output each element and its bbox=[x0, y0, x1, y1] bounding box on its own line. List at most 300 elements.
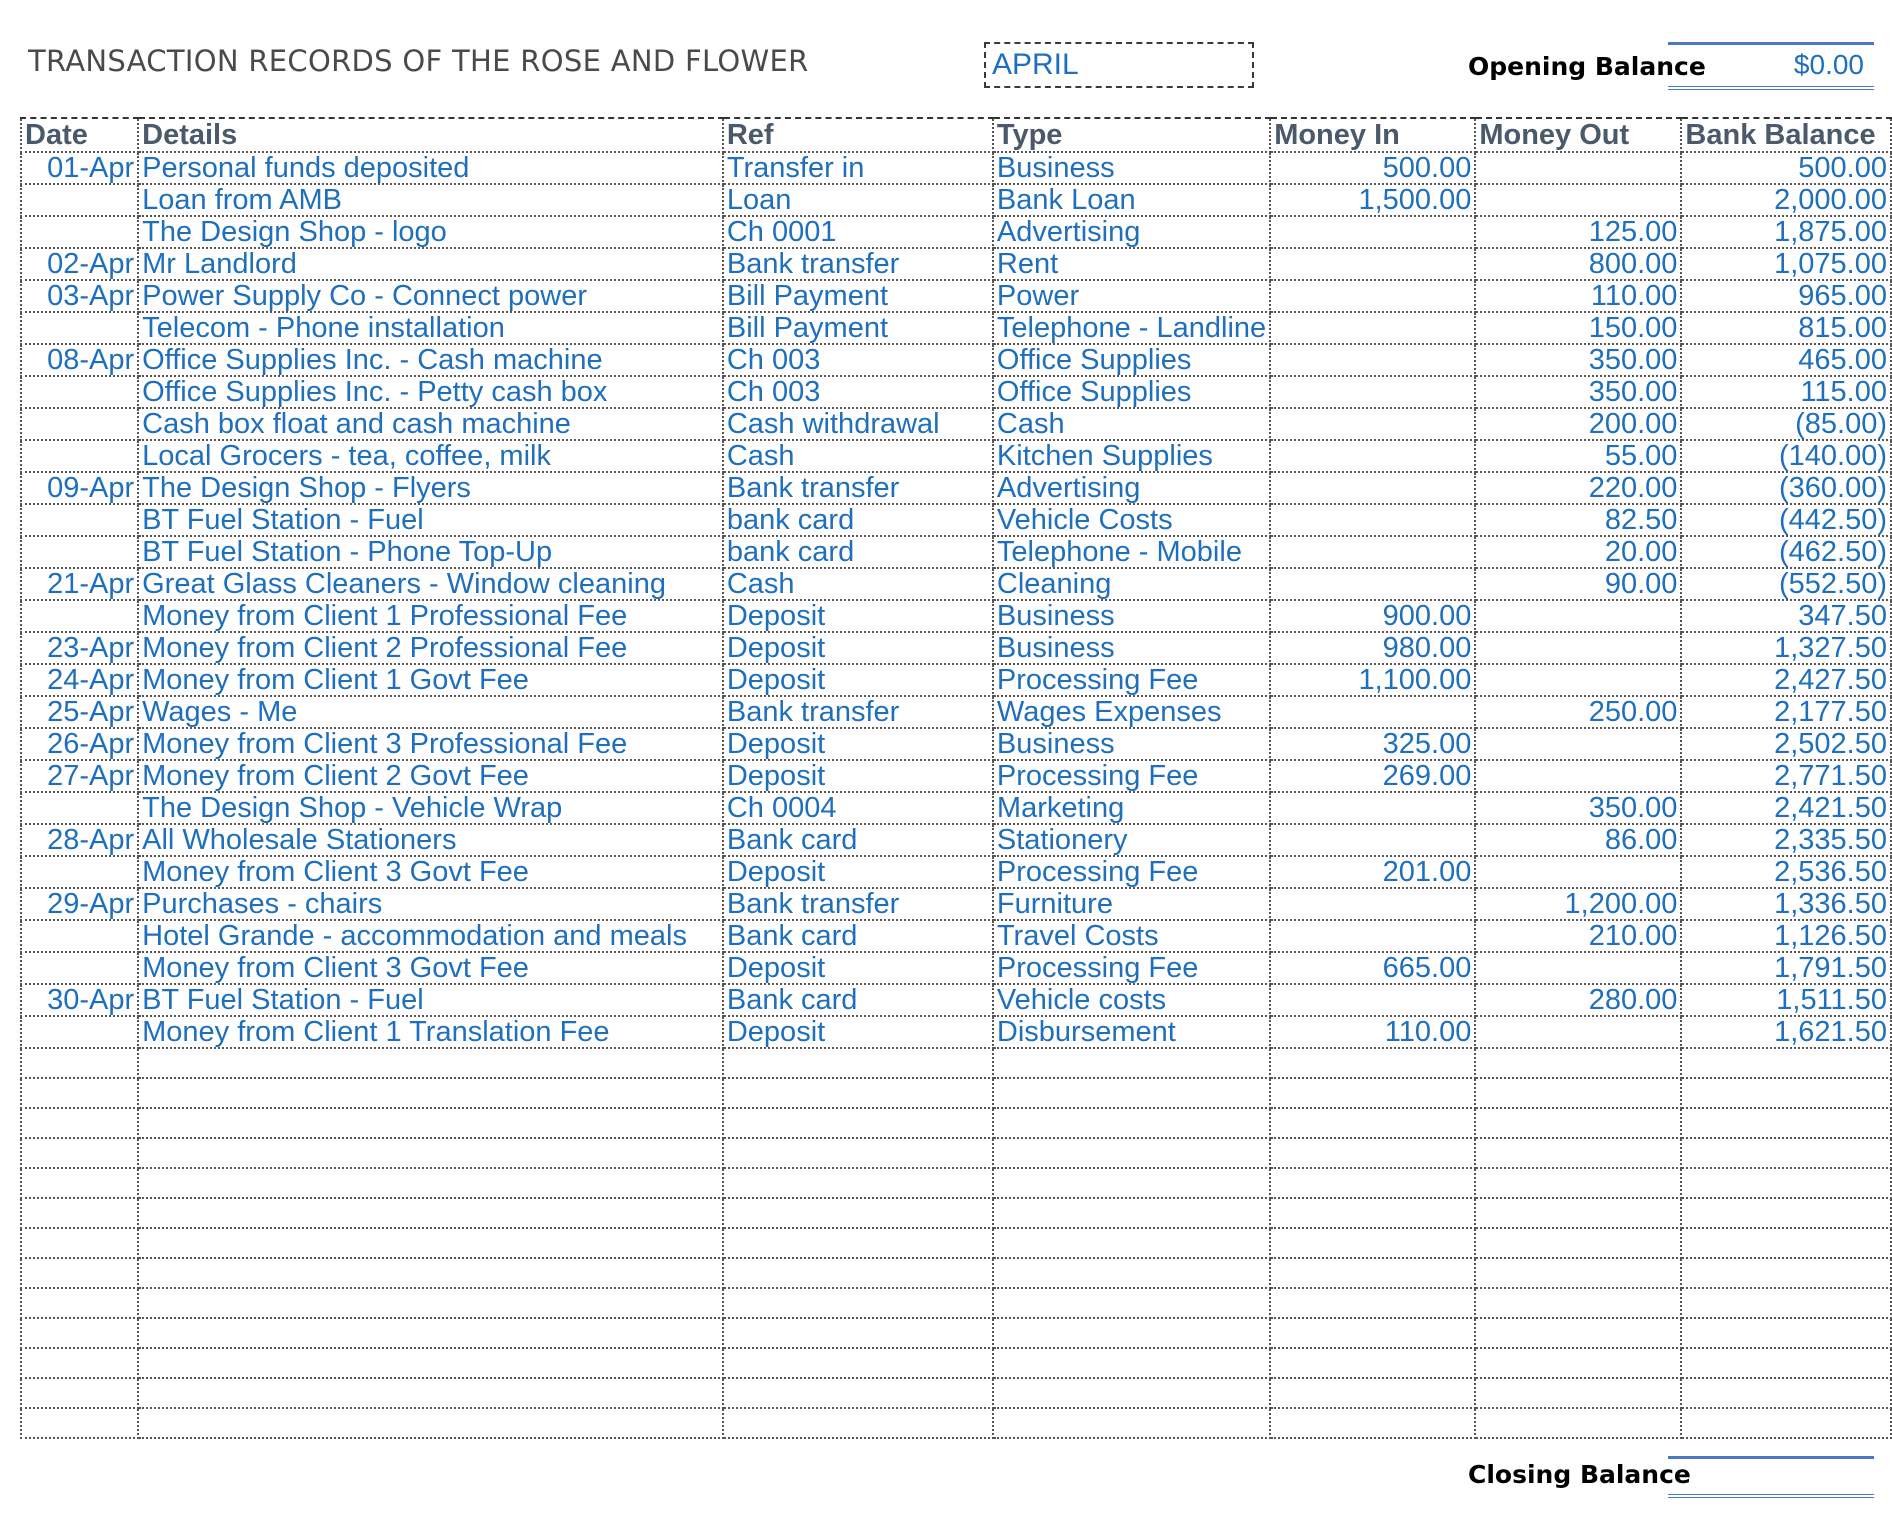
cell-money-in[interactable]: 980.00 bbox=[1270, 632, 1475, 664]
cell-date[interactable]: 29-Apr bbox=[21, 888, 138, 920]
cell-money-out[interactable] bbox=[1475, 1318, 1681, 1348]
cell-ref[interactable]: Deposit bbox=[723, 600, 993, 632]
cell-details[interactable]: BT Fuel Station - Fuel bbox=[138, 984, 723, 1016]
cell-details[interactable] bbox=[138, 1378, 723, 1408]
cell-bank-balance[interactable]: 2,000.00 bbox=[1681, 184, 1891, 216]
cell-money-out[interactable] bbox=[1475, 1048, 1681, 1078]
cell-type[interactable] bbox=[993, 1198, 1270, 1228]
cell-money-out[interactable] bbox=[1475, 1348, 1681, 1378]
cell-bank-balance[interactable] bbox=[1681, 1168, 1891, 1198]
cell-date[interactable] bbox=[21, 312, 138, 344]
cell-bank-balance[interactable]: (442.50) bbox=[1681, 504, 1891, 536]
table-row bbox=[21, 472, 1891, 504]
cell-bank-balance[interactable]: 347.50 bbox=[1681, 600, 1891, 632]
cell-ref[interactable]: Deposit bbox=[723, 728, 993, 760]
cell-bank-balance[interactable]: 1,791.50 bbox=[1681, 952, 1891, 984]
cell-details[interactable]: Office Supplies Inc. - Petty cash box bbox=[138, 376, 723, 408]
cell-details[interactable] bbox=[138, 1288, 723, 1318]
cell-money-out[interactable] bbox=[1475, 856, 1681, 888]
cell-type[interactable]: Business bbox=[993, 152, 1270, 184]
cell-bank-balance[interactable] bbox=[1681, 1108, 1891, 1138]
cell-type[interactable] bbox=[993, 1378, 1270, 1408]
cell-type[interactable]: Processing Fee bbox=[993, 952, 1270, 984]
cell-details[interactable] bbox=[138, 1198, 723, 1228]
cell-details[interactable]: Hotel Grande - accommodation and meals bbox=[138, 920, 723, 952]
cell-date[interactable] bbox=[21, 408, 138, 440]
cell-bank-balance[interactable]: 2,421.50 bbox=[1681, 792, 1891, 824]
cell-money-in[interactable]: 1,500.00 bbox=[1270, 184, 1475, 216]
cell-date[interactable] bbox=[21, 856, 138, 888]
cell-type[interactable] bbox=[993, 1078, 1270, 1108]
cell-bank-balance[interactable]: 2,335.50 bbox=[1681, 824, 1891, 856]
cell-bank-balance[interactable] bbox=[1681, 1198, 1891, 1228]
cell-details[interactable] bbox=[138, 1078, 723, 1108]
cell-date[interactable] bbox=[21, 1138, 138, 1168]
cell-type[interactable]: Office Supplies bbox=[993, 376, 1270, 408]
column-header-ref[interactable]: Ref bbox=[723, 118, 993, 152]
cell-date[interactable]: 28-Apr bbox=[21, 824, 138, 856]
cell-date[interactable]: 02-Apr bbox=[21, 248, 138, 280]
cell-bank-balance[interactable]: (552.50) bbox=[1681, 568, 1891, 600]
cell-money-out[interactable]: 220.00 bbox=[1475, 472, 1681, 504]
cell-money-out[interactable] bbox=[1475, 1078, 1681, 1108]
cell-ref[interactable]: Cash bbox=[723, 440, 993, 472]
cell-ref[interactable]: Bill Payment bbox=[723, 312, 993, 344]
cell-date[interactable] bbox=[21, 792, 138, 824]
cell-type[interactable]: Vehicle costs bbox=[993, 984, 1270, 1016]
cell-details[interactable]: Purchases - chairs bbox=[138, 888, 723, 920]
opening-balance-value[interactable]: $0.00 bbox=[1668, 42, 1874, 86]
cell-details[interactable]: BT Fuel Station - Fuel bbox=[138, 504, 723, 536]
cell-details[interactable]: Money from Client 3 Govt Fee bbox=[138, 952, 723, 984]
cell-ref[interactable] bbox=[723, 1288, 993, 1318]
cell-date[interactable] bbox=[21, 536, 138, 568]
cell-bank-balance[interactable]: 2,536.50 bbox=[1681, 856, 1891, 888]
cell-details[interactable]: The Design Shop - Vehicle Wrap bbox=[138, 792, 723, 824]
cell-details[interactable]: Money from Client 1 Translation Fee bbox=[138, 1016, 723, 1048]
cell-money-in[interactable]: 325.00 bbox=[1270, 728, 1475, 760]
cell-ref[interactable]: Bank transfer bbox=[723, 888, 993, 920]
cell-details[interactable]: Loan from AMB bbox=[138, 184, 723, 216]
cell-money-in[interactable] bbox=[1270, 984, 1475, 1016]
cell-type[interactable]: Processing Fee bbox=[993, 760, 1270, 792]
cell-money-in[interactable] bbox=[1270, 1378, 1475, 1408]
cell-type[interactable]: Business bbox=[993, 600, 1270, 632]
cell-money-in[interactable] bbox=[1270, 216, 1475, 248]
cell-details[interactable]: Power Supply Co - Connect power bbox=[138, 280, 723, 312]
cell-bank-balance[interactable]: 1,621.50 bbox=[1681, 1016, 1891, 1048]
cell-type[interactable] bbox=[993, 1138, 1270, 1168]
cell-type[interactable]: Office Supplies bbox=[993, 344, 1270, 376]
cell-bank-balance[interactable] bbox=[1681, 1138, 1891, 1168]
cell-money-out[interactable]: 280.00 bbox=[1475, 984, 1681, 1016]
cell-ref[interactable] bbox=[723, 1078, 993, 1108]
cell-money-out[interactable]: 125.00 bbox=[1475, 216, 1681, 248]
cell-money-out[interactable] bbox=[1475, 1228, 1681, 1258]
cell-ref[interactable]: Cash bbox=[723, 568, 993, 600]
cell-ref[interactable]: Deposit bbox=[723, 952, 993, 984]
cell-date[interactable]: 25-Apr bbox=[21, 696, 138, 728]
closing-balance-value[interactable] bbox=[1668, 1456, 1874, 1498]
cell-ref[interactable]: Ch 0001 bbox=[723, 216, 993, 248]
cell-money-in[interactable] bbox=[1270, 1078, 1475, 1108]
cell-money-in[interactable] bbox=[1270, 1288, 1475, 1318]
cell-details[interactable]: Telecom - Phone installation bbox=[138, 312, 723, 344]
cell-date[interactable] bbox=[21, 1078, 138, 1108]
cell-type[interactable]: Business bbox=[993, 632, 1270, 664]
cell-ref[interactable] bbox=[723, 1408, 993, 1438]
cell-money-in[interactable] bbox=[1270, 408, 1475, 440]
cell-ref[interactable]: Transfer in bbox=[723, 152, 993, 184]
cell-money-in[interactable] bbox=[1270, 376, 1475, 408]
cell-details[interactable]: Great Glass Cleaners - Window cleaning bbox=[138, 568, 723, 600]
cell-type[interactable]: Advertising bbox=[993, 216, 1270, 248]
cell-money-in[interactable] bbox=[1270, 504, 1475, 536]
cell-details[interactable]: Money from Client 2 Govt Fee bbox=[138, 760, 723, 792]
cell-type[interactable]: Furniture bbox=[993, 888, 1270, 920]
cell-money-in[interactable] bbox=[1270, 312, 1475, 344]
cell-bank-balance[interactable]: 1,075.00 bbox=[1681, 248, 1891, 280]
column-header-money-out[interactable]: Money Out bbox=[1475, 118, 1681, 152]
cell-money-in[interactable] bbox=[1270, 1258, 1475, 1288]
cell-ref[interactable]: Ch 0004 bbox=[723, 792, 993, 824]
cell-details[interactable]: All Wholesale Stationers bbox=[138, 824, 723, 856]
cell-type[interactable]: Kitchen Supplies bbox=[993, 440, 1270, 472]
cell-type[interactable] bbox=[993, 1108, 1270, 1138]
cell-money-out[interactable] bbox=[1475, 728, 1681, 760]
cell-details[interactable]: Money from Client 1 Govt Fee bbox=[138, 664, 723, 696]
cell-bank-balance[interactable] bbox=[1681, 1288, 1891, 1318]
cell-details[interactable] bbox=[138, 1168, 723, 1198]
column-header-details[interactable]: Details bbox=[138, 118, 723, 152]
cell-type[interactable] bbox=[993, 1348, 1270, 1378]
table-row bbox=[21, 1348, 1891, 1378]
cell-details[interactable]: Personal funds deposited bbox=[138, 152, 723, 184]
cell-date[interactable]: 01-Apr bbox=[21, 152, 138, 184]
cell-money-out[interactable]: 20.00 bbox=[1475, 536, 1681, 568]
cell-date[interactable] bbox=[21, 1228, 138, 1258]
cell-money-in[interactable] bbox=[1270, 344, 1475, 376]
cell-type[interactable] bbox=[993, 1228, 1270, 1258]
cell-money-out[interactable] bbox=[1475, 760, 1681, 792]
cell-date[interactable] bbox=[21, 440, 138, 472]
cell-ref[interactable]: Bill Payment bbox=[723, 280, 993, 312]
cell-type[interactable] bbox=[993, 1048, 1270, 1078]
cell-money-out[interactable] bbox=[1475, 600, 1681, 632]
cell-details[interactable] bbox=[138, 1048, 723, 1078]
cell-ref[interactable]: bank card bbox=[723, 504, 993, 536]
cell-details[interactable]: The Design Shop - Flyers bbox=[138, 472, 723, 504]
cell-type[interactable]: Vehicle Costs bbox=[993, 504, 1270, 536]
cell-money-out[interactable] bbox=[1475, 1108, 1681, 1138]
cell-bank-balance[interactable]: 965.00 bbox=[1681, 280, 1891, 312]
cell-date[interactable] bbox=[21, 1408, 138, 1438]
cell-date[interactable] bbox=[21, 1198, 138, 1228]
cell-details[interactable]: Money from Client 3 Professional Fee bbox=[138, 728, 723, 760]
cell-money-in[interactable]: 110.00 bbox=[1270, 1016, 1475, 1048]
cell-date[interactable]: 03-Apr bbox=[21, 280, 138, 312]
cell-ref[interactable] bbox=[723, 1318, 993, 1348]
cell-money-in[interactable] bbox=[1270, 1108, 1475, 1138]
cell-money-in[interactable]: 1,100.00 bbox=[1270, 664, 1475, 696]
column-header-type[interactable]: Type bbox=[993, 118, 1270, 152]
cell-details[interactable] bbox=[138, 1108, 723, 1138]
cell-bank-balance[interactable]: 1,327.50 bbox=[1681, 632, 1891, 664]
cell-type[interactable]: Travel Costs bbox=[993, 920, 1270, 952]
cell-ref[interactable]: Bank transfer bbox=[723, 248, 993, 280]
cell-details[interactable]: Cash box float and cash machine bbox=[138, 408, 723, 440]
cell-bank-balance[interactable]: 1,875.00 bbox=[1681, 216, 1891, 248]
cell-details[interactable]: Local Grocers - tea, coffee, milk bbox=[138, 440, 723, 472]
cell-type[interactable]: Wages Expenses bbox=[993, 696, 1270, 728]
cell-money-out[interactable]: 200.00 bbox=[1475, 408, 1681, 440]
cell-ref[interactable]: Cash withdrawal bbox=[723, 408, 993, 440]
cell-date[interactable] bbox=[21, 1108, 138, 1138]
cell-ref[interactable] bbox=[723, 1378, 993, 1408]
cell-type[interactable] bbox=[993, 1288, 1270, 1318]
cell-type[interactable]: Telephone - Landline bbox=[993, 312, 1270, 344]
cell-ref[interactable] bbox=[723, 1168, 993, 1198]
cell-bank-balance[interactable] bbox=[1681, 1258, 1891, 1288]
cell-bank-balance[interactable]: 500.00 bbox=[1681, 152, 1891, 184]
cell-ref[interactable]: Bank card bbox=[723, 824, 993, 856]
cell-money-out[interactable] bbox=[1475, 1016, 1681, 1048]
cell-type[interactable]: Bank Loan bbox=[993, 184, 1270, 216]
cell-type[interactable]: Telephone - Mobile bbox=[993, 536, 1270, 568]
cell-bank-balance[interactable] bbox=[1681, 1048, 1891, 1078]
cell-money-out[interactable]: 86.00 bbox=[1475, 824, 1681, 856]
cell-bank-balance[interactable]: (85.00) bbox=[1681, 408, 1891, 440]
cell-ref[interactable]: Deposit bbox=[723, 632, 993, 664]
cell-money-out[interactable]: 55.00 bbox=[1475, 440, 1681, 472]
cell-type[interactable]: Processing Fee bbox=[993, 856, 1270, 888]
cell-money-in[interactable]: 201.00 bbox=[1270, 856, 1475, 888]
cell-bank-balance[interactable]: 815.00 bbox=[1681, 312, 1891, 344]
cell-details[interactable] bbox=[138, 1138, 723, 1168]
cell-date[interactable]: 09-Apr bbox=[21, 472, 138, 504]
cell-details[interactable] bbox=[138, 1318, 723, 1348]
cell-ref[interactable] bbox=[723, 1258, 993, 1288]
cell-ref[interactable]: Deposit bbox=[723, 856, 993, 888]
cell-type[interactable]: Rent bbox=[993, 248, 1270, 280]
cell-type[interactable]: Processing Fee bbox=[993, 664, 1270, 696]
cell-money-in[interactable]: 900.00 bbox=[1270, 600, 1475, 632]
cell-type[interactable]: Cleaning bbox=[993, 568, 1270, 600]
cell-money-in[interactable] bbox=[1270, 1408, 1475, 1438]
cell-date[interactable]: 23-Apr bbox=[21, 632, 138, 664]
cell-ref[interactable]: Deposit bbox=[723, 760, 993, 792]
cell-money-in[interactable]: 500.00 bbox=[1270, 152, 1475, 184]
cell-date[interactable] bbox=[21, 1318, 138, 1348]
column-header-money-in[interactable]: Money In bbox=[1270, 118, 1475, 152]
cell-money-out[interactable] bbox=[1475, 1168, 1681, 1198]
column-header-bank-balance[interactable]: Bank Balance bbox=[1681, 118, 1891, 152]
cell-ref[interactable]: Ch 003 bbox=[723, 376, 993, 408]
cell-ref[interactable]: bank card bbox=[723, 536, 993, 568]
cell-type[interactable]: Advertising bbox=[993, 472, 1270, 504]
cell-money-in[interactable] bbox=[1270, 792, 1475, 824]
cell-ref[interactable] bbox=[723, 1198, 993, 1228]
cell-money-out[interactable]: 210.00 bbox=[1475, 920, 1681, 952]
cell-details[interactable]: Money from Client 1 Professional Fee bbox=[138, 600, 723, 632]
cell-details[interactable]: Money from Client 2 Professional Fee bbox=[138, 632, 723, 664]
cell-date[interactable]: 27-Apr bbox=[21, 760, 138, 792]
cell-money-out[interactable]: 150.00 bbox=[1475, 312, 1681, 344]
cell-date[interactable] bbox=[21, 376, 138, 408]
cell-money-out[interactable]: 350.00 bbox=[1475, 792, 1681, 824]
cell-date[interactable] bbox=[21, 1258, 138, 1288]
cell-money-in[interactable]: 269.00 bbox=[1270, 760, 1475, 792]
cell-date[interactable] bbox=[21, 600, 138, 632]
cell-bank-balance[interactable]: 465.00 bbox=[1681, 344, 1891, 376]
cell-money-out[interactable]: 90.00 bbox=[1475, 568, 1681, 600]
cell-ref[interactable]: Bank card bbox=[723, 984, 993, 1016]
cell-date[interactable] bbox=[21, 184, 138, 216]
cell-ref[interactable]: Deposit bbox=[723, 664, 993, 696]
cell-money-in[interactable] bbox=[1270, 920, 1475, 952]
cell-type[interactable]: Marketing bbox=[993, 792, 1270, 824]
cell-money-in[interactable] bbox=[1270, 1048, 1475, 1078]
cell-ref[interactable]: Deposit bbox=[723, 1016, 993, 1048]
cell-money-in[interactable] bbox=[1270, 472, 1475, 504]
cell-bank-balance[interactable] bbox=[1681, 1228, 1891, 1258]
cell-bank-balance[interactable] bbox=[1681, 1078, 1891, 1108]
column-header-date[interactable]: Date bbox=[21, 118, 138, 152]
cell-money-out[interactable] bbox=[1475, 664, 1681, 696]
cell-money-out[interactable] bbox=[1475, 1288, 1681, 1318]
cell-details[interactable] bbox=[138, 1348, 723, 1378]
cell-date[interactable] bbox=[21, 1348, 138, 1378]
cell-money-out[interactable] bbox=[1475, 1408, 1681, 1438]
cell-money-out[interactable]: 82.50 bbox=[1475, 504, 1681, 536]
cell-details[interactable]: BT Fuel Station - Phone Top-Up bbox=[138, 536, 723, 568]
cell-date[interactable] bbox=[21, 1378, 138, 1408]
cell-bank-balance[interactable]: (360.00) bbox=[1681, 472, 1891, 504]
cell-bank-balance[interactable]: 2,177.50 bbox=[1681, 696, 1891, 728]
table-row bbox=[21, 184, 1891, 216]
cell-date[interactable] bbox=[21, 504, 138, 536]
cell-type[interactable]: Power bbox=[993, 280, 1270, 312]
cell-ref[interactable] bbox=[723, 1048, 993, 1078]
cell-details[interactable]: The Design Shop - logo bbox=[138, 216, 723, 248]
cell-ref[interactable]: Bank card bbox=[723, 920, 993, 952]
cell-bank-balance[interactable]: 1,511.50 bbox=[1681, 984, 1891, 1016]
cell-money-out[interactable]: 800.00 bbox=[1475, 248, 1681, 280]
cell-money-in[interactable] bbox=[1270, 280, 1475, 312]
cell-money-in[interactable] bbox=[1270, 440, 1475, 472]
cell-money-out[interactable]: 350.00 bbox=[1475, 376, 1681, 408]
cell-bank-balance[interactable]: 1,336.50 bbox=[1681, 888, 1891, 920]
cell-details[interactable] bbox=[138, 1258, 723, 1288]
cell-ref[interactable] bbox=[723, 1108, 993, 1138]
cell-ref[interactable]: Loan bbox=[723, 184, 993, 216]
cell-bank-balance[interactable]: 2,502.50 bbox=[1681, 728, 1891, 760]
cell-type[interactable] bbox=[993, 1258, 1270, 1288]
cell-type[interactable] bbox=[993, 1168, 1270, 1198]
cell-date[interactable]: 26-Apr bbox=[21, 728, 138, 760]
cell-ref[interactable] bbox=[723, 1228, 993, 1258]
cell-bank-balance[interactable] bbox=[1681, 1408, 1891, 1438]
cell-money-in[interactable] bbox=[1270, 1198, 1475, 1228]
cell-details[interactable]: Mr Landlord bbox=[138, 248, 723, 280]
cell-money-in[interactable] bbox=[1270, 1168, 1475, 1198]
cell-money-in[interactable] bbox=[1270, 1138, 1475, 1168]
cell-date[interactable] bbox=[21, 920, 138, 952]
cell-money-out[interactable] bbox=[1475, 632, 1681, 664]
cell-money-out[interactable]: 110.00 bbox=[1475, 280, 1681, 312]
cell-money-in[interactable] bbox=[1270, 696, 1475, 728]
cell-date[interactable] bbox=[21, 1016, 138, 1048]
cell-bank-balance[interactable]: (140.00) bbox=[1681, 440, 1891, 472]
cell-ref[interactable]: Bank transfer bbox=[723, 696, 993, 728]
cell-money-in[interactable] bbox=[1270, 1348, 1475, 1378]
cell-money-out[interactable] bbox=[1475, 152, 1681, 184]
cell-type[interactable]: Cash bbox=[993, 408, 1270, 440]
cell-type[interactable]: Disbursement bbox=[993, 1016, 1270, 1048]
cell-details[interactable]: Wages - Me bbox=[138, 696, 723, 728]
cell-date[interactable] bbox=[21, 1288, 138, 1318]
month-cell[interactable]: APRIL bbox=[984, 42, 1254, 88]
cell-date[interactable] bbox=[21, 1048, 138, 1078]
cell-money-out[interactable]: 250.00 bbox=[1475, 696, 1681, 728]
cell-money-in[interactable] bbox=[1270, 888, 1475, 920]
cell-bank-balance[interactable]: 115.00 bbox=[1681, 376, 1891, 408]
cell-money-in[interactable] bbox=[1270, 248, 1475, 280]
cell-date[interactable] bbox=[21, 216, 138, 248]
cell-money-out[interactable] bbox=[1475, 1258, 1681, 1288]
cell-ref[interactable]: Ch 003 bbox=[723, 344, 993, 376]
cell-money-out[interactable] bbox=[1475, 1378, 1681, 1408]
cell-date[interactable]: 30-Apr bbox=[21, 984, 138, 1016]
cell-money-in[interactable] bbox=[1270, 536, 1475, 568]
cell-details[interactable]: Money from Client 3 Govt Fee bbox=[138, 856, 723, 888]
cell-date[interactable]: 21-Apr bbox=[21, 568, 138, 600]
cell-bank-balance[interactable]: (462.50) bbox=[1681, 536, 1891, 568]
cell-money-in[interactable] bbox=[1270, 1318, 1475, 1348]
cell-bank-balance[interactable]: 2,771.50 bbox=[1681, 760, 1891, 792]
cell-money-out[interactable] bbox=[1475, 184, 1681, 216]
cell-money-out[interactable] bbox=[1475, 952, 1681, 984]
cell-details[interactable] bbox=[138, 1408, 723, 1438]
cell-bank-balance[interactable] bbox=[1681, 1348, 1891, 1378]
cell-ref[interactable] bbox=[723, 1138, 993, 1168]
cell-bank-balance[interactable]: 2,427.50 bbox=[1681, 664, 1891, 696]
cell-money-out[interactable]: 1,200.00 bbox=[1475, 888, 1681, 920]
cell-money-in[interactable] bbox=[1270, 1228, 1475, 1258]
cell-date[interactable]: 08-Apr bbox=[21, 344, 138, 376]
cell-ref[interactable]: Bank transfer bbox=[723, 472, 993, 504]
cell-date[interactable] bbox=[21, 1168, 138, 1198]
cell-type[interactable]: Stationery bbox=[993, 824, 1270, 856]
cell-money-in[interactable] bbox=[1270, 568, 1475, 600]
cell-details[interactable] bbox=[138, 1228, 723, 1258]
cell-money-in[interactable]: 665.00 bbox=[1270, 952, 1475, 984]
cell-bank-balance[interactable] bbox=[1681, 1318, 1891, 1348]
cell-money-in[interactable] bbox=[1270, 824, 1475, 856]
cell-date[interactable] bbox=[21, 952, 138, 984]
cell-money-out[interactable] bbox=[1475, 1198, 1681, 1228]
cell-bank-balance[interactable] bbox=[1681, 1378, 1891, 1408]
cell-type[interactable] bbox=[993, 1318, 1270, 1348]
cell-date[interactable]: 24-Apr bbox=[21, 664, 138, 696]
cell-ref[interactable] bbox=[723, 1348, 993, 1378]
cell-money-out[interactable] bbox=[1475, 1138, 1681, 1168]
cell-bank-balance[interactable]: 1,126.50 bbox=[1681, 920, 1891, 952]
cell-type[interactable]: Business bbox=[993, 728, 1270, 760]
cell-details[interactable]: Office Supplies Inc. - Cash machine bbox=[138, 344, 723, 376]
cell-money-out[interactable]: 350.00 bbox=[1475, 344, 1681, 376]
cell-type[interactable] bbox=[993, 1408, 1270, 1438]
